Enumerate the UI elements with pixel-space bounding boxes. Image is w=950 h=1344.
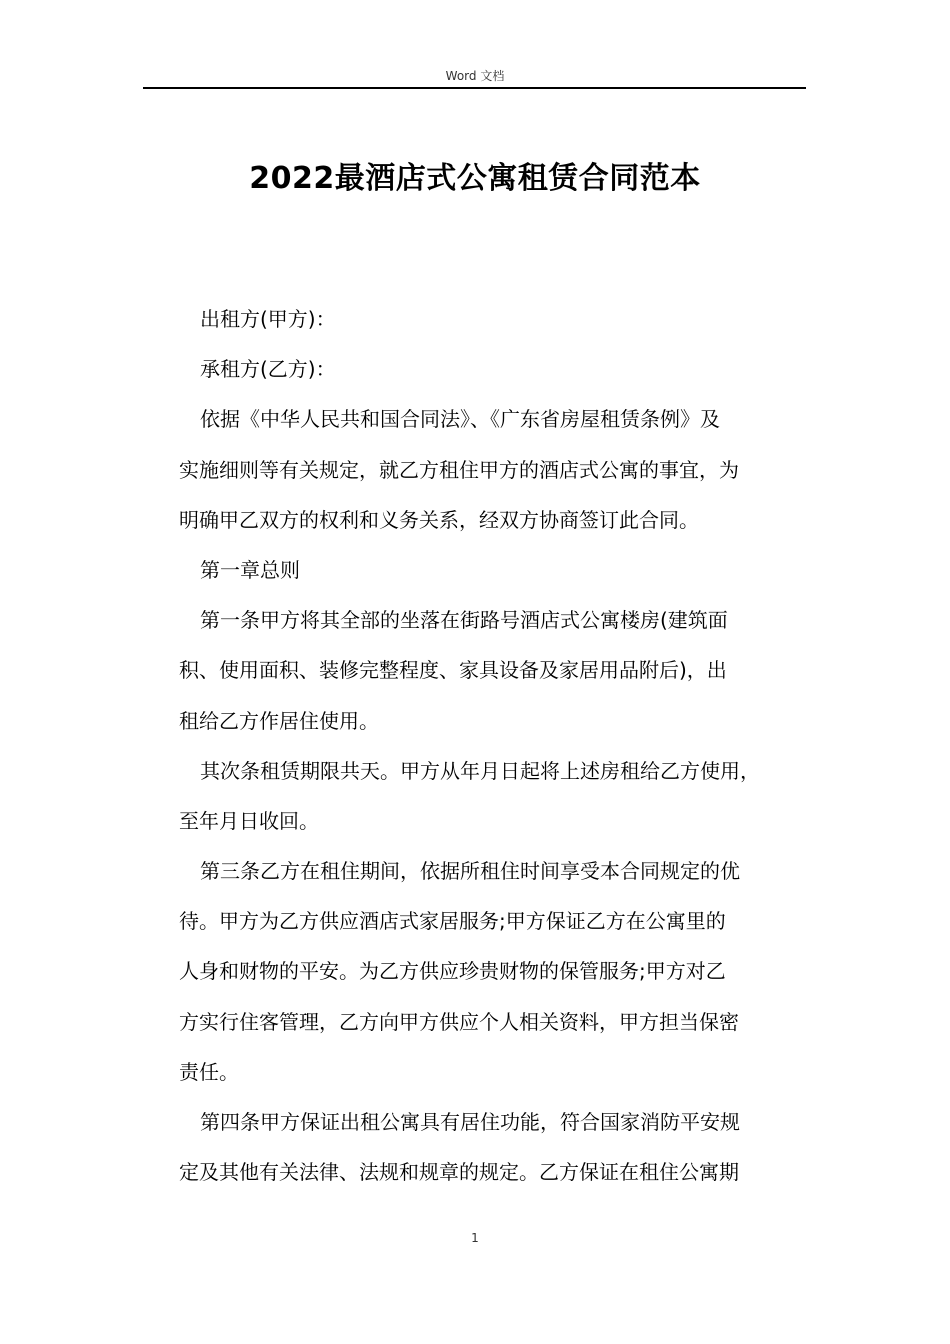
header-divider xyxy=(143,87,806,89)
paragraph-line: 积、使用面积、装修完整程度、家具设备及家居用品附后)，出 xyxy=(179,658,727,683)
paragraph-line: 方实行住客管理，乙方向甲方供应个人相关资料，甲方担当保密 xyxy=(179,1009,739,1034)
header-label: Word 文档 xyxy=(445,69,505,83)
chapter-heading: 第一章总则 xyxy=(200,557,300,582)
paragraph-line: 租给乙方作居住使用。 xyxy=(179,708,379,733)
paragraph-line: 实施细则等有关规定，就乙方租住甲方的酒店式公寓的事宜，为 xyxy=(179,457,739,482)
paragraph-line: 其次条租赁期限共天。甲方从年月日起将上述房租给乙方使用， xyxy=(200,758,760,783)
paragraph-line: 依据《中华人民共和国合同法》、《广东省房屋租赁条例》及 xyxy=(200,407,720,432)
paragraph-line: 责任。 xyxy=(179,1059,239,1084)
paragraph-line: 承租方(乙方)： xyxy=(200,357,336,382)
paragraph-line: 人身和财物的平安。为乙方供应珍贵财物的保管服务;甲方对乙 xyxy=(179,959,726,984)
paragraph-line: 出租方(甲方)： xyxy=(200,307,336,331)
page-number: 1 xyxy=(471,1231,479,1245)
paragraph-line: 明确甲乙双方的权利和义务关系，经双方协商签订此合同。 xyxy=(179,507,699,532)
paragraph-line: 待。甲方为乙方供应酒店式家居服务;甲方保证乙方在公寓里的 xyxy=(179,909,726,934)
paragraph-line: 定及其他有关法律、法规和规章的规定。乙方保证在租住公寓期 xyxy=(179,1160,739,1185)
paragraph-line: 第三条乙方在租住期间，依据所租住时间享受本合同规定的优 xyxy=(200,859,740,884)
document-title: 2022最酒店式公寓租赁合同范本 xyxy=(249,161,701,196)
paragraph-line: 第四条甲方保证出租公寓具有居住功能，符合国家消防平安规 xyxy=(200,1110,740,1134)
document-body xyxy=(179,294,819,1197)
paragraph-line: 第一条甲方将其全部的坐落在街路号酒店式公寓楼房(建筑面 xyxy=(200,608,728,633)
paragraph-line: 至年月日收回。 xyxy=(179,808,319,833)
